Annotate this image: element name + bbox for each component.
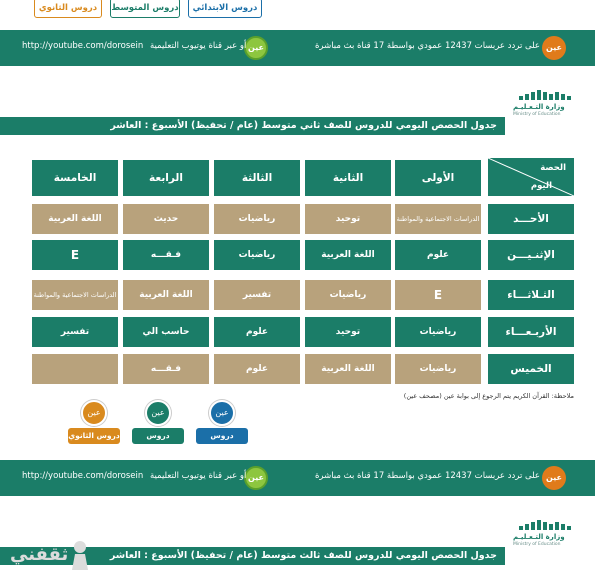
youtube-info (22, 471, 247, 481)
lesson-cell: فـقـــه (123, 240, 209, 270)
lesson-cell: اللغة العربية (123, 280, 209, 310)
youtube-link[interactable]: http://youtube.com/dorosein (22, 471, 144, 481)
lesson-cell (32, 354, 118, 384)
ein-channel-icon: عين (244, 466, 268, 490)
satellite-frequency-text: على تردد عربسات 12437 عمودي بواسطة 17 قناة بث مباشرة (314, 41, 540, 51)
youtube-label: أو عبر قناة يوتيوب التعليمية (149, 41, 247, 51)
period-header: الأولى (395, 160, 481, 196)
lesson-cell: اللغة العربية (305, 240, 391, 270)
broadcast-banner-2 (0, 460, 595, 496)
period-header: الثالثة (214, 160, 300, 196)
secondary-level-label: دروس الثانوي (68, 428, 120, 444)
primary-lessons-button[interactable]: دروس الابتدائي (188, 0, 262, 18)
ein-channel-icon: عين (244, 36, 268, 60)
day-label: الإثنـيـــن (488, 240, 574, 270)
primary-level-badge[interactable] (196, 400, 246, 456)
ministry-name-ar: وزارة التـعـليـم (513, 103, 565, 111)
day-label: الخميس (488, 354, 574, 384)
lesson-cell: اللغة العربية (305, 354, 391, 384)
lesson-cell: علوم (214, 317, 300, 347)
lesson-cell: علوم (395, 240, 481, 270)
intermediate-lessons-button[interactable]: دروس المتوسط (110, 0, 180, 18)
lesson-cell: توحيد (305, 204, 391, 234)
intermediate-ein-icon: عين (145, 400, 171, 426)
intermediate-level-badge[interactable] (132, 400, 182, 456)
lesson-cell: رياضيات (395, 354, 481, 384)
schedule-title-2: جدول الحصص اليومي للدروس للصف ثالث متوسط (عام / تحفيظ) الأسبوع : العاشر (0, 547, 505, 565)
site-watermark (10, 538, 94, 578)
lesson-cell: علوم (214, 354, 300, 384)
ministry-name-en: Ministry of Education (513, 542, 561, 547)
lesson-cell: فـقـــه (123, 354, 209, 384)
lesson-cell: اللغة العربية (32, 204, 118, 234)
lesson-cell: رياضيات (214, 240, 300, 270)
corner-day-label: اليوم (530, 181, 552, 191)
lesson-cell: E (395, 280, 481, 310)
lesson-cell: حاسب الي (123, 317, 209, 347)
day-label: الثـلاثـــاء (488, 280, 574, 310)
lesson-cell: رياضيات (305, 280, 391, 310)
lesson-cell: E (32, 240, 118, 270)
period-header: الثانية (305, 160, 391, 196)
lesson-cell: رياضيات (395, 317, 481, 347)
lesson-cell: حديث (123, 204, 209, 234)
watermark-text: ثقفني (10, 544, 69, 565)
corner-period-label: الحصة (540, 163, 566, 173)
secondary-ein-icon: عين (81, 400, 107, 426)
lesson-cell: الدراسات الاجتماعية والمواطنة (32, 280, 118, 310)
lesson-cell: تفسير (32, 317, 118, 347)
secondary-lessons-button[interactable]: دروس الثانوي (34, 0, 102, 18)
lesson-cell: تفسير (214, 280, 300, 310)
primary-ein-icon: عين (209, 400, 235, 426)
day-label: الأربـعـــاء (488, 317, 574, 347)
intermediate-level-label: دروس المتوسط (132, 428, 184, 444)
period-header: الرابعة (123, 160, 209, 196)
ein-logo-icon: عين (542, 466, 566, 490)
ministry-logo-2 (505, 520, 577, 552)
ministry-dots-icon (517, 520, 573, 532)
schedule-title: جدول الحصص اليومي للدروس للصف ثاني متوسط (عام / تحفيظ) الأسبوع : العاشر (0, 117, 505, 135)
period-header: الخامسة (32, 160, 118, 196)
primary-level-label: دروس الابتدائي (196, 428, 248, 444)
satellite-frequency-text: على تردد عربسات 12437 عمودي بواسطة 17 قناة بث مباشرة (314, 471, 540, 481)
ministry-name-ar: وزارة التـعـليـم (513, 533, 565, 541)
lesson-cell: رياضيات (214, 204, 300, 234)
ein-logo-icon: عين (542, 36, 566, 60)
table-corner-header (488, 158, 574, 196)
lesson-cell: الدراسات الاجتماعية والمواطنة (395, 204, 481, 234)
youtube-link[interactable]: http://youtube.com/dorosein (22, 41, 144, 51)
quran-note: ملاحظة: القرآن الكريم يتم الرجوع إلى بوابة عين (مصحف عين) (403, 392, 574, 400)
day-label: الأحـــد (488, 204, 574, 234)
youtube-label: أو عبر قناة يوتيوب التعليمية (149, 471, 247, 481)
secondary-level-badge[interactable] (68, 400, 118, 450)
watermark-figure-icon (70, 540, 90, 570)
ministry-name-en: Ministry of Education (513, 112, 561, 117)
lesson-cell: توحيد (305, 317, 391, 347)
